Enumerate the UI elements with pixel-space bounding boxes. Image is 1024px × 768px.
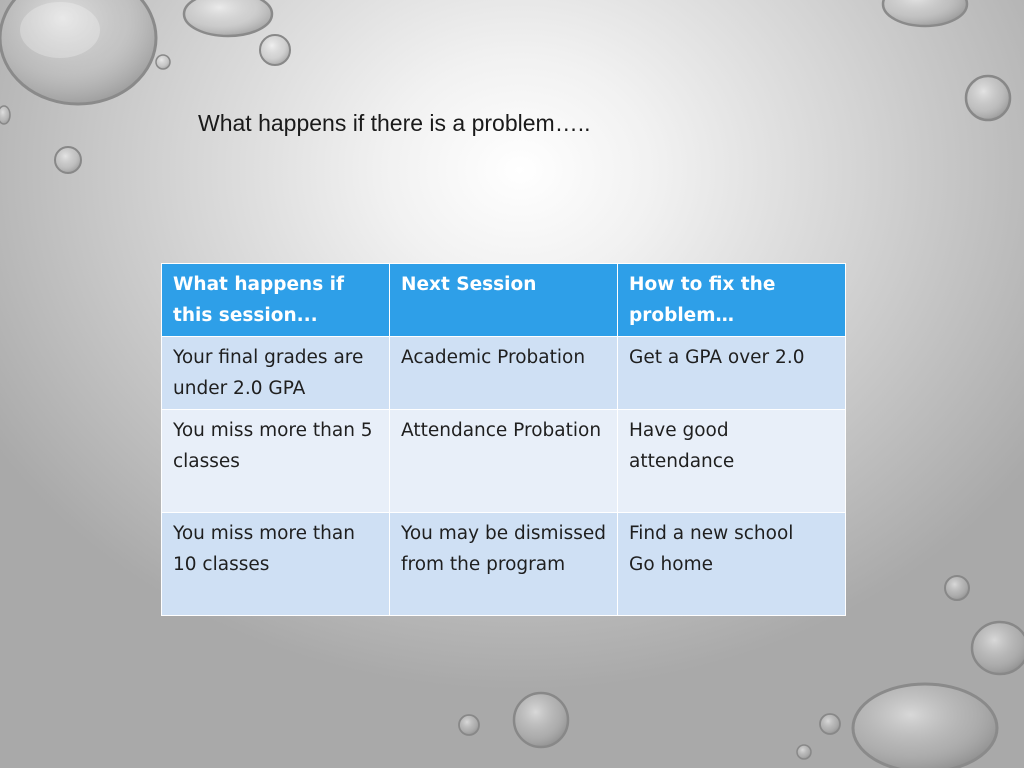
table-row: [162, 410, 846, 513]
table-cell: You may be dismissed from the program: [390, 513, 618, 616]
table-cell: [618, 513, 846, 616]
header-cell-next-session: Next Session: [390, 264, 618, 337]
table-cell: Attendance Probation: [390, 410, 618, 513]
drop-right-2: [945, 576, 969, 600]
drop-top-right: [883, 0, 967, 26]
drop-small-2: [156, 55, 170, 69]
table-row: [162, 513, 846, 616]
header-cell-how-to-fix: How to fix the problem…: [618, 264, 846, 337]
drop-bottom-3: [820, 714, 840, 734]
drop-small-1: [260, 35, 290, 65]
table-cell: You miss more than 10 classes: [162, 513, 390, 616]
drop-bottom-right-large: [853, 684, 997, 768]
drop-right-3: [972, 622, 1024, 674]
drop-top-left-large: [0, 0, 156, 104]
drop-top-mid: [184, 0, 272, 36]
probation-table: [161, 263, 846, 616]
table: [161, 263, 846, 616]
drop-bottom-2: [459, 715, 479, 735]
drop-small-4: [0, 106, 10, 124]
table-cell: Academic Probation: [390, 337, 618, 410]
drop-bottom-4: [797, 745, 811, 759]
table-cell-line: Go home: [629, 554, 713, 575]
drop-bottom-1: [514, 693, 568, 747]
drop-small-3: [55, 147, 81, 173]
table-cell: Have good attendance: [618, 410, 846, 513]
table-cell: You miss more than 5 classes: [162, 410, 390, 513]
table-cell: Get a GPA over 2.0: [618, 337, 846, 410]
slide-title: What happens if there is a problem…..: [198, 110, 591, 136]
drop-right-1: [966, 76, 1010, 120]
table-row: [162, 337, 846, 410]
table-cell-line: Find a new school: [629, 523, 794, 544]
header-cell-current-session: What happens if this session...: [162, 264, 390, 337]
table-header-row: [162, 264, 846, 337]
table-cell: Your final grades are under 2.0 GPA: [162, 337, 390, 410]
